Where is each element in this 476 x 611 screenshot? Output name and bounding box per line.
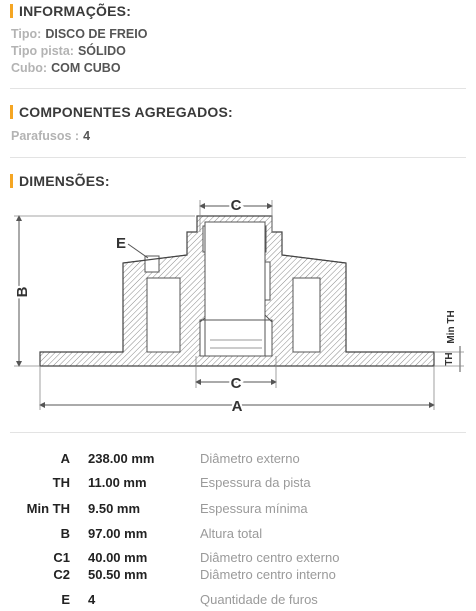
spec-code: TH: [52, 475, 70, 490]
spec-row-min-th: [0, 501, 476, 517]
spec-row-th: [0, 475, 476, 491]
spec-description: Espessura mínima: [200, 501, 308, 516]
spec-value: 97.00 mm: [88, 526, 148, 541]
spec-code: B: [60, 526, 70, 541]
spec-code: C1: [53, 550, 70, 565]
info-key: Tipo:: [11, 27, 42, 41]
brake-disc-diagram: [0, 190, 476, 422]
info-section-title: INFORMAÇÕES:: [10, 3, 131, 19]
label-b: B: [14, 286, 31, 298]
spec-value: 50.50 mm: [88, 567, 148, 582]
spec-value: 11.00 mm: [88, 475, 147, 490]
spec-code: C2: [53, 567, 70, 582]
components-row-parafusos: [11, 129, 90, 143]
divider: [10, 432, 466, 433]
spec-row-c1: [0, 550, 476, 566]
info-value: COM CUBO: [51, 61, 121, 75]
info-value: SÓLIDO: [77, 44, 126, 58]
spec-value: 238.00 mm: [88, 451, 155, 466]
spec-row-e: [0, 592, 476, 608]
divider: [10, 88, 466, 89]
component-value: 4: [83, 129, 91, 143]
spec-description: Altura total: [200, 526, 263, 541]
label-min-th: Min TH: [446, 310, 457, 344]
divider: [10, 157, 466, 158]
dimensions-section-title: DIMENSÕES:: [10, 173, 110, 189]
hub-bore: [205, 222, 265, 356]
label-e: E: [115, 235, 127, 252]
spec-description: Diâmetro externo: [200, 451, 300, 466]
spec-value: 9.50 mm: [88, 501, 141, 516]
spec-value: 4: [88, 592, 96, 607]
info-row-tipo-pista: [11, 44, 126, 58]
spec-description: Espessura da pista: [200, 475, 311, 490]
e-leader-line: [128, 244, 148, 258]
label-c-bottom: C: [230, 375, 242, 392]
spec-value: 40.00 mm: [88, 550, 148, 565]
info-row-tipo: [11, 27, 147, 41]
info-key: Tipo pista:: [11, 44, 74, 58]
label-c-top: C: [230, 197, 242, 214]
spec-row-c2: [0, 567, 476, 583]
label-a: A: [231, 398, 243, 415]
info-key: Cubo:: [11, 61, 48, 75]
spec-row-a: [0, 451, 476, 467]
spec-code: E: [61, 592, 70, 607]
label-th: TH: [444, 352, 455, 366]
spec-code: A: [60, 451, 70, 466]
spec-code: Min TH: [26, 501, 70, 516]
spec-description: Diâmetro centro externo: [200, 550, 340, 565]
spec-description: Quantidade de furos: [200, 592, 318, 607]
info-value: DISCO DE FREIO: [45, 27, 148, 41]
spec-description: Diâmetro centro interno: [200, 567, 336, 582]
spec-row-b: [0, 526, 476, 542]
components-section-title: COMPONENTES AGREGADOS:: [10, 104, 233, 120]
component-key: Parafusos :: [11, 129, 80, 143]
info-row-cubo: [11, 61, 121, 75]
